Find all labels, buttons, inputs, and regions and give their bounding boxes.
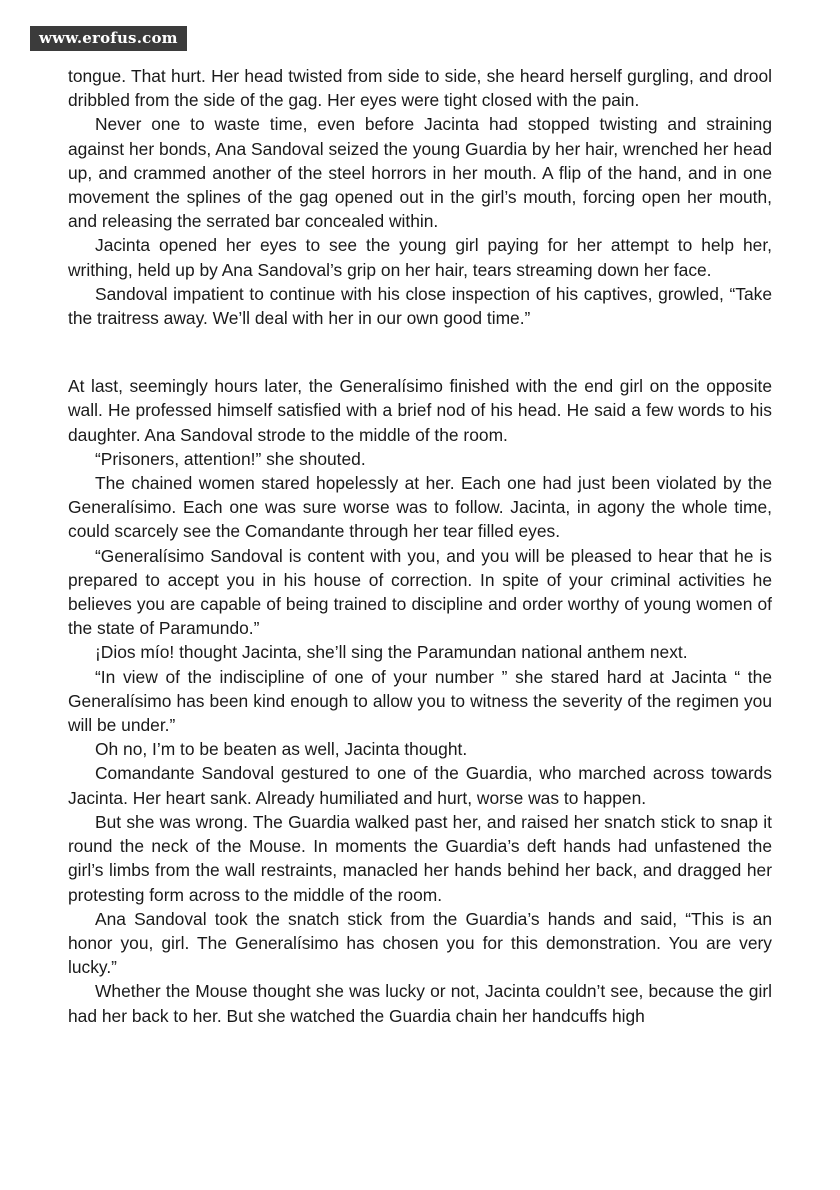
page-body — [68, 64, 772, 1028]
paragraph-2: Never one to waste time, even before Jacinta had stopped twisting and straining against her bonds, Ana Sandoval seized the young Guardia by her hair, wrenched her head up, and crammed another of the steel horrors in her mouth. A flip of the hand, and in one movement the splines of the gag opened out in the girl’s mouth, forcing open her mouth, and releasing the serrated bar concealed within. — [68, 114, 772, 232]
paragraph-6: “Prisoners, attention!” she shouted. — [95, 448, 366, 469]
paragraph-12: Comandante Sandoval gestured to one of the Guardia, who marched across towards Jacinta. Her heart sank. Already humiliated and hurt, worse was to happen. — [68, 763, 772, 808]
paragraph-14: Ana Sandoval took the snatch stick from the Guardia’s hands and said, “This is an honor you, girl. The Generalísimo has chosen you for this demonstration. You are very lucky.” — [68, 908, 772, 978]
watermark-logo: www.erofus.com — [30, 26, 187, 51]
paragraph-1: tongue. That hurt. Her head twisted from side to side, she heard herself gurgling, and drool dribbled from the side of the gag. Her eyes were tight closed with the pain. — [68, 66, 772, 111]
paragraph-9: ¡Dios mío! thought Jacinta, she’ll sing the Paramundan national anthem next. — [95, 642, 688, 663]
paragraph-11: Oh no, I’m to be beaten as well, Jacinta thought. — [95, 739, 468, 760]
paragraph-4: Sandoval impatient to continue with his close inspection of his captives, growled, “Take the traitress away. We’ll deal with her in our own good time.” — [68, 283, 772, 329]
paragraph-8: “Generalísimo Sandoval is content with you, and you will be pleased to hear that he is prepared to accept you in his house of correction. In spite of your criminal activities he believes you are capable of being trained to discipline and order worthy of young women of the state of Paramundo.” — [68, 545, 772, 639]
paragraph-5: At last, seemingly hours later, the Generalísimo finished with the end girl on the opposite wall. He professed himself satisfied with a brief nod of his head. He said a few words to his daughter. Ana Sandoval strode to the middle of the room. — [68, 376, 772, 445]
paragraph-7: The chained women stared hopelessly at her. Each one had just been violated by the Generalísimo. Each one was sure worse was to follow. Jacinta, in agony the whole time, could scarcely see the Comandante through her tear filled eyes. — [68, 473, 772, 542]
paragraph-15: Whether the Mouse thought she was lucky or not, Jacinta couldn’t see, because the girl had her back to her. But she watched the Guardia chain her handcuffs high — [68, 981, 772, 1026]
paragraph-3: Jacinta opened her eyes to see the young girl paying for her attempt to help her, writhing, held up by Ana Sandoval’s grip on her hair, tears streaming down her face. — [68, 235, 772, 280]
paragraph-10: “In view of the indiscipline of one of your number ” she stared hard at Jacinta “ the Generalísimo has been kind enough to allow you to witness the severity of the regimen you will be under.” — [68, 666, 772, 736]
paragraph-13: But she was wrong. The Guardia walked past her, and raised her snatch stick to snap it round the neck of the Mouse. In moments the Guardia’s deft hands had unfastened the girl’s limbs from the wall restraints, manacled her hands behind her back, and dragged her protesting form across to the middle of the room. — [68, 811, 772, 905]
